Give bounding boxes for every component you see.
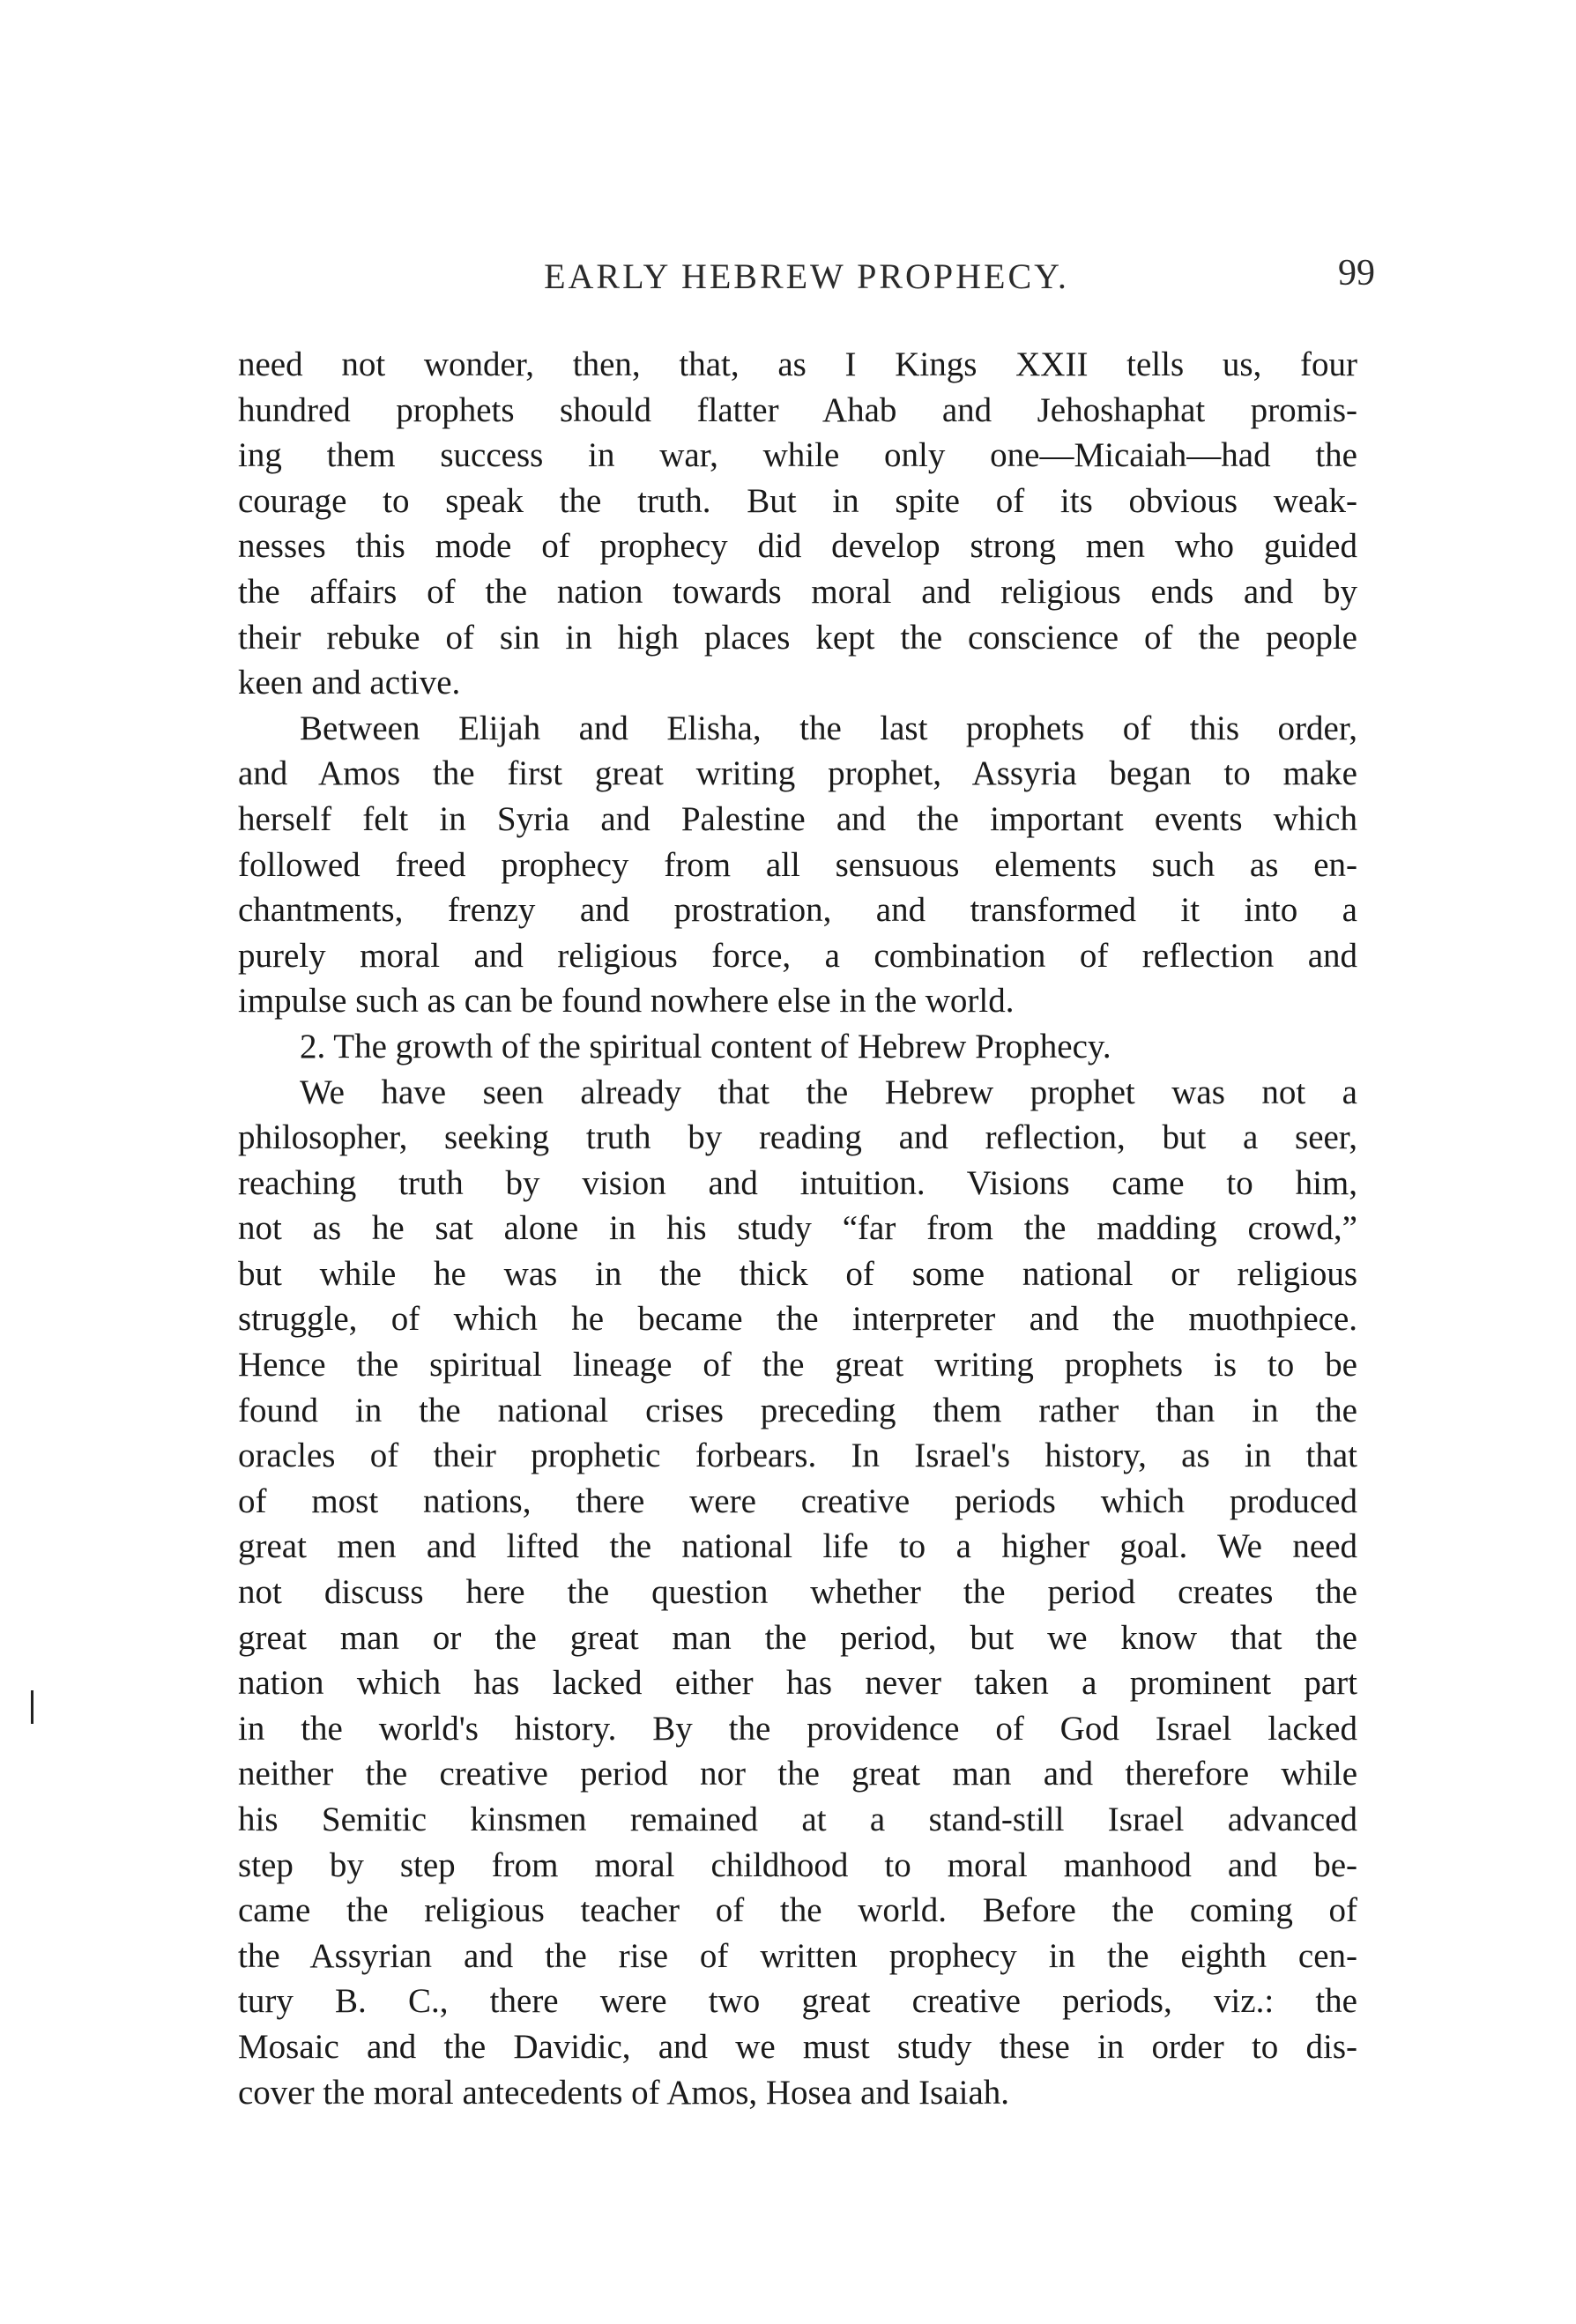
text-line: keen and active. xyxy=(238,664,461,702)
text-line: the affairs of the nation towards moral and religious ends and by xyxy=(238,572,1357,611)
text-line: Between Elijah and Elisha, the last prophets of this order, xyxy=(300,709,1357,747)
text-line: not as he sat alone in his study “far from the madding crowd,” xyxy=(238,1209,1357,1248)
text-line: step by step from moral childhood to moral manhood and be- xyxy=(238,1845,1357,1884)
body-text xyxy=(238,342,1357,2115)
text-line: nation which has lacked either has never taken a prominent part xyxy=(238,1664,1357,1703)
text-line: impulse such as can be found nowhere else in the world. xyxy=(238,982,1015,1021)
text-line: came the religious teacher of the world. Before the coming of xyxy=(238,1891,1357,1930)
page-number: 99 xyxy=(1338,253,1375,293)
text-line: great man or the great man the period, but we know that the xyxy=(238,1618,1357,1657)
text-line: found in the national crises preceding them rather than in the xyxy=(238,1391,1357,1429)
text-line: Hence the spiritual lineage of the great writing prophets is to be xyxy=(238,1346,1357,1385)
text-line: oracles of their prophetic forbears. In Israel's history, as in that xyxy=(238,1437,1357,1475)
text-line: Mosaic and the Davidic, and we must study these in order to dis- xyxy=(238,2027,1357,2066)
text-line: and Amos the first great writing prophet, Assyria began to make xyxy=(238,754,1357,793)
text-line: purely moral and religious force, a combination of reflection and xyxy=(238,936,1357,975)
text-line: need not wonder, then, that, as I Kings XXII tells us, four xyxy=(238,345,1357,383)
text-line: ing them success in war, while only one—Micaiah—had the xyxy=(238,436,1357,475)
text-line: great men and lifted the national life to a higher goal. We need xyxy=(238,1527,1357,1566)
text-line: struggle, of which he became the interpreter and the muothpiece. xyxy=(238,1300,1357,1339)
running-title: EARLY HEBREW PROPHECY. xyxy=(544,256,1069,296)
text-line: herself felt in Syria and Palestine and the important events which xyxy=(238,799,1357,838)
text-line: but while he was in the thick of some national or religious xyxy=(238,1254,1357,1293)
text-line: not discuss here the question whether the period creates the xyxy=(238,1573,1357,1612)
text-line: philosopher, seeking truth by reading and reflection, but a seer, xyxy=(238,1118,1357,1157)
text-line: his Semitic kinsmen remained at a stand-still Israel advanced xyxy=(238,1801,1357,1838)
text-line: their rebuke of sin in high places kept the conscience of the people xyxy=(238,618,1357,657)
running-head xyxy=(238,253,1375,308)
text-line: We have seen already that the Hebrew prophet was not a xyxy=(300,1073,1357,1111)
text-line: the Assyrian and the rise of written prophecy in the eighth cen- xyxy=(238,1936,1357,1975)
text-line: tury B. C., there were two great creative periods, viz.: the xyxy=(238,1982,1357,2021)
margin-mark xyxy=(31,1690,33,1724)
text-line: of most nations, there were creative periods which produced xyxy=(238,1481,1357,1520)
text-line: reaching truth by vision and intuition. Visions came to him, xyxy=(238,1163,1357,1202)
text-line: neither the creative period nor the great man and therefore while xyxy=(238,1755,1357,1793)
section-heading: 2. The growth of the spiritual content of Hebrew Prophecy. xyxy=(300,1027,1111,1065)
text-line: followed freed prophecy from all sensuous elements such as en- xyxy=(238,845,1357,884)
text-line: courage to speak the truth. But in spite of its obvious weak- xyxy=(238,481,1357,520)
text-line: nesses this mode of prophecy did develop strong men who guided xyxy=(238,527,1357,566)
text-line: hundred prophets should flatter Ahab and Jehoshaphat promis- xyxy=(238,390,1357,429)
text-line: in the world's history. By the providence of God Israel lacked xyxy=(238,1709,1357,1748)
text-line: cover the moral antecedents of Amos, Hosea and Isaiah. xyxy=(238,2073,1010,2112)
text-line: chantments, frenzy and prostration, and transformed it into a xyxy=(238,891,1357,930)
